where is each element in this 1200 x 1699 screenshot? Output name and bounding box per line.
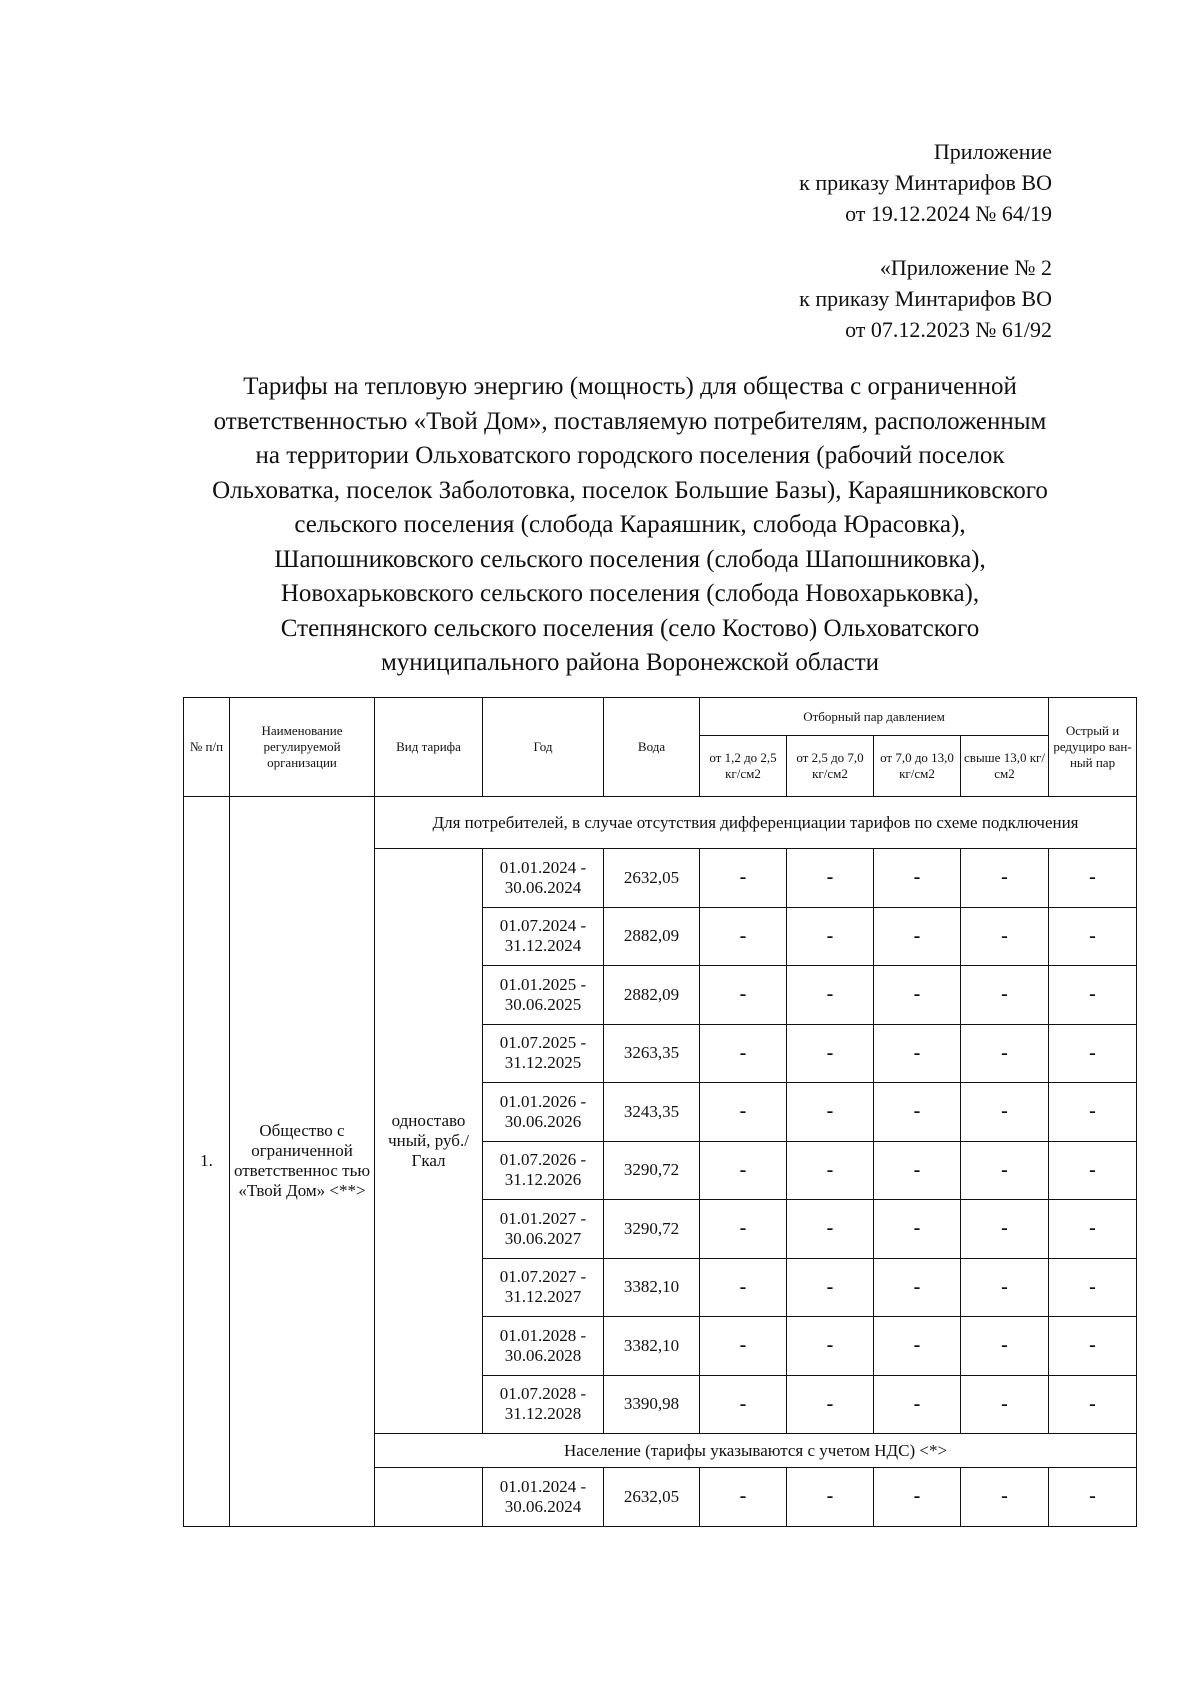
- steam-value: -: [700, 907, 787, 966]
- header-year: Год: [483, 698, 604, 797]
- document-title: [140, 370, 1120, 681]
- steam-value: -: [787, 1317, 874, 1376]
- steam-value: -: [700, 1258, 787, 1317]
- steam-value: -: [961, 1468, 1049, 1527]
- steam-value: -: [1049, 849, 1137, 908]
- steam-value: -: [787, 1200, 874, 1259]
- steam-value: -: [874, 1258, 961, 1317]
- row-number: 1.: [184, 797, 230, 1527]
- header-line: от 19.12.2024 № 64/19: [845, 201, 1052, 226]
- steam-value: -: [787, 849, 874, 908]
- water-value: 3390,98: [604, 1375, 700, 1434]
- steam-value: -: [700, 1317, 787, 1376]
- title-line: Ольховатка, поселок Заболотовка, поселок Большие Базы), Караяшниковского: [212, 476, 1048, 504]
- steam-value: -: [700, 1141, 787, 1200]
- steam-value: -: [700, 1024, 787, 1083]
- section-heading: Население (тарифы указываются с учетом НДС) <*>: [375, 1434, 1137, 1468]
- steam-value: -: [961, 1200, 1049, 1259]
- title-line: Степнянского сельского поселения (село Костово) Ольховатского: [280, 614, 980, 642]
- steam-value: -: [1049, 1468, 1137, 1527]
- appendix-header: [799, 136, 1052, 229]
- water-value: 2632,05: [604, 849, 700, 908]
- header-water: Вода: [604, 698, 700, 797]
- steam-value: -: [1049, 1317, 1137, 1376]
- steam-value: -: [874, 849, 961, 908]
- steam-value: -: [1049, 1141, 1137, 1200]
- header-tariff-type: Вид тарифа: [375, 698, 483, 797]
- steam-value: -: [787, 1375, 874, 1434]
- steam-value: -: [874, 1141, 961, 1200]
- period-cell: 01.07.2027 - 31.12.2027: [483, 1258, 604, 1317]
- steam-value: -: [700, 849, 787, 908]
- organization-name: Общество с ограниченной ответственнос тью «Твой Дом» <**>: [230, 797, 375, 1527]
- title-line: сельского поселения (слобода Караяшник, слобода Юрасовка),: [294, 511, 966, 538]
- steam-value: -: [787, 1024, 874, 1083]
- steam-value: -: [961, 1083, 1049, 1142]
- period-cell: 01.01.2024 - 30.06.2024: [483, 849, 604, 908]
- steam-value: -: [787, 966, 874, 1025]
- water-value: 3382,10: [604, 1317, 700, 1376]
- steam-value: -: [1049, 1258, 1137, 1317]
- steam-value: -: [961, 966, 1049, 1025]
- title-line: на территории Ольховатского городского поселения (рабочий поселок: [255, 442, 1005, 469]
- steam-value: -: [961, 1141, 1049, 1200]
- title-line: Тарифы на тепловую энергию (мощность) для общества с ограниченной: [243, 373, 1017, 400]
- period-cell: 01.01.2028 - 30.06.2028: [483, 1317, 604, 1376]
- steam-value: -: [1049, 907, 1137, 966]
- period-cell: 01.07.2025 - 31.12.2025: [483, 1024, 604, 1083]
- title-line: Новохарьковского сельского поселения (слобода Новохарьковка),: [280, 580, 980, 607]
- steam-value: -: [1049, 1375, 1137, 1434]
- steam-value: -: [874, 1083, 961, 1142]
- steam-value: -: [874, 907, 961, 966]
- period-cell: 01.07.2026 - 31.12.2026: [483, 1141, 604, 1200]
- period-cell: 01.07.2028 - 31.12.2028: [483, 1375, 604, 1434]
- steam-value: -: [700, 1083, 787, 1142]
- period-cell: 01.07.2024 - 31.12.2024: [483, 907, 604, 966]
- section-heading: Для потребителей, в случае отсутствия дифференциации тарифов по схеме подключения: [375, 797, 1137, 849]
- water-value: 3263,35: [604, 1024, 700, 1083]
- period-cell: 01.01.2026 - 30.06.2026: [483, 1083, 604, 1142]
- steam-value: -: [961, 849, 1049, 908]
- steam-value: -: [700, 966, 787, 1025]
- steam-value: -: [874, 1375, 961, 1434]
- header-line: Приложение: [933, 139, 1052, 164]
- header-org: Наименование регулируемой организации: [230, 698, 375, 797]
- steam-value: -: [787, 1141, 874, 1200]
- header-steam-1: от 1,2 до 2,5 кг/см2: [700, 736, 787, 797]
- water-value: 2632,05: [604, 1468, 700, 1527]
- steam-value: -: [961, 1375, 1049, 1434]
- steam-value: -: [700, 1468, 787, 1527]
- water-value: 3243,35: [604, 1083, 700, 1142]
- water-value: 3290,72: [604, 1141, 700, 1200]
- steam-value: -: [874, 1200, 961, 1259]
- header-num: № п/п: [184, 698, 230, 797]
- title-line: ответственностью «Твой Дом», поставляемую потребителям, расположенным: [213, 407, 1047, 435]
- appendix-2-header: [799, 252, 1052, 345]
- header-steam-4: свыше 13,0 кг/см2: [961, 736, 1049, 797]
- steam-value: -: [961, 907, 1049, 966]
- tariff-type-empty: [375, 1468, 483, 1527]
- steam-value: -: [787, 907, 874, 966]
- water-value: 3290,72: [604, 1200, 700, 1259]
- steam-value: -: [961, 1024, 1049, 1083]
- tariff-table: [183, 697, 1137, 1527]
- title-line: Шапошниковского сельского поселения (слобода Шапошниковка),: [274, 545, 986, 573]
- title-line: муниципального района Воронежской области: [380, 649, 879, 676]
- steam-value: -: [787, 1468, 874, 1527]
- water-value: 2882,09: [604, 966, 700, 1025]
- water-value: 3382,10: [604, 1258, 700, 1317]
- header-line: к приказу Минтарифов ВО: [799, 170, 1052, 195]
- steam-value: -: [700, 1200, 787, 1259]
- steam-value: -: [1049, 1024, 1137, 1083]
- steam-value: -: [1049, 966, 1137, 1025]
- steam-value: -: [874, 966, 961, 1025]
- steam-value: -: [1049, 1200, 1137, 1259]
- header-line: «Приложение № 2: [879, 255, 1052, 280]
- header-line: от 07.12.2023 № 61/92: [845, 317, 1052, 342]
- steam-value: -: [874, 1317, 961, 1376]
- period-cell: 01.01.2027 - 30.06.2027: [483, 1200, 604, 1259]
- period-cell: 01.01.2024 - 30.06.2024: [483, 1468, 604, 1527]
- steam-value: -: [961, 1317, 1049, 1376]
- header-sharp-steam: Острый и редуциро ван- ный пар: [1049, 698, 1137, 797]
- steam-value: -: [874, 1024, 961, 1083]
- steam-value: -: [700, 1375, 787, 1434]
- header-steam-2: от 2,5 до 7,0 кг/см2: [787, 736, 874, 797]
- header-steam-group: Отборный пар давлением: [700, 698, 1049, 736]
- steam-value: -: [787, 1258, 874, 1317]
- header-steam-3: от 7,0 до 13,0 кг/см2: [874, 736, 961, 797]
- steam-value: -: [874, 1468, 961, 1527]
- header-line: к приказу Минтарифов ВО: [799, 286, 1052, 311]
- steam-value: -: [1049, 1083, 1137, 1142]
- water-value: 2882,09: [604, 907, 700, 966]
- period-cell: 01.01.2025 - 30.06.2025: [483, 966, 604, 1025]
- tariff-type: одноставо чный, руб./Гкал: [375, 849, 483, 1434]
- steam-value: -: [961, 1258, 1049, 1317]
- steam-value: -: [787, 1083, 874, 1142]
